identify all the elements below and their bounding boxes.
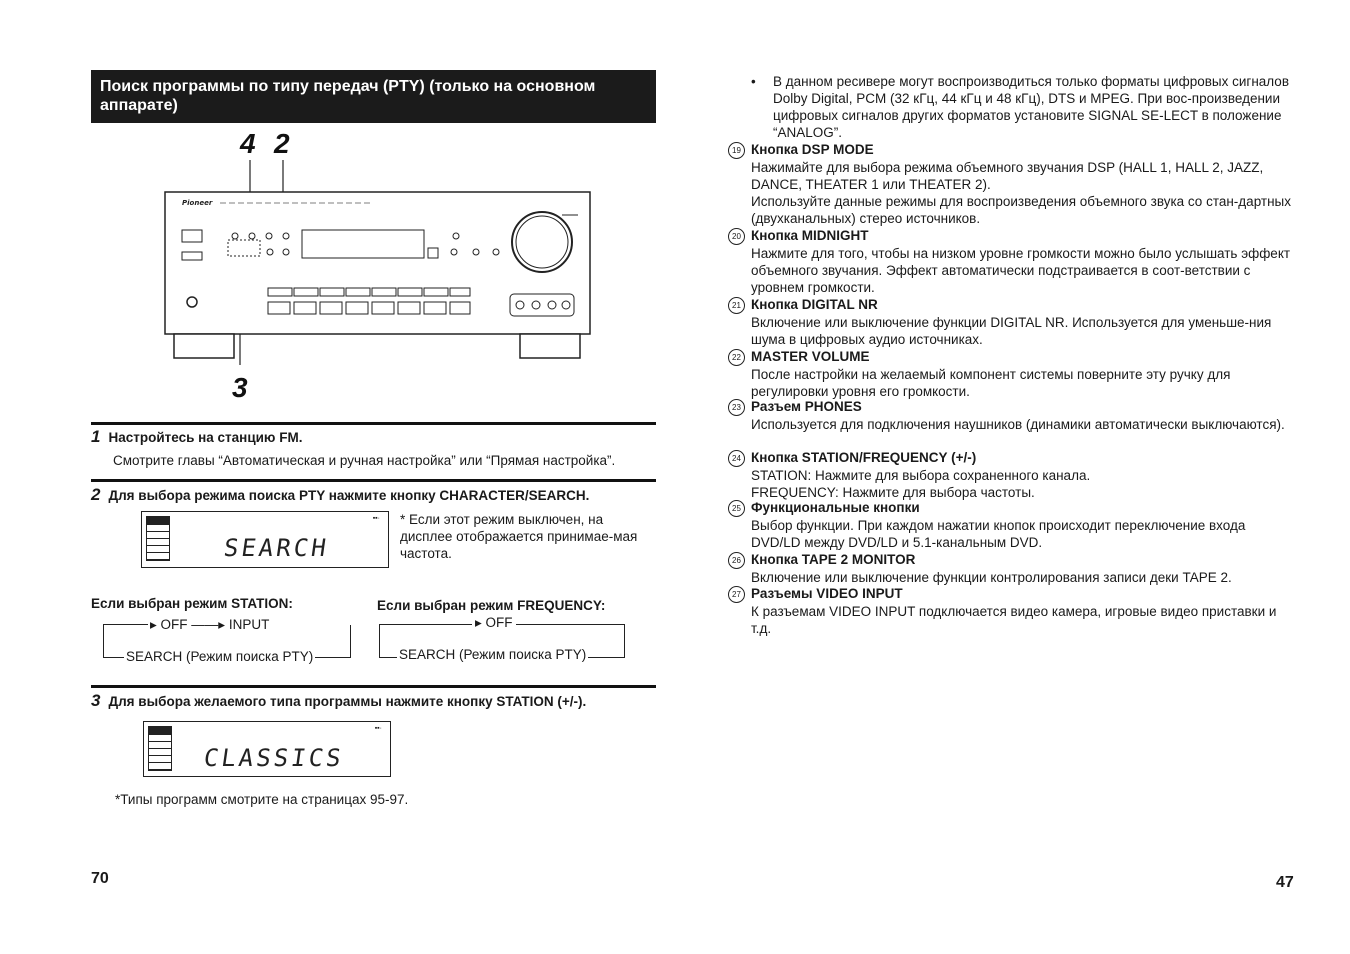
feature-item-title: MASTER VOLUME [751, 349, 870, 364]
station-heading: Если выбран режим STATION: [91, 596, 293, 611]
feature-item-title: Кнопка TAPE 2 MONITOR [751, 552, 916, 567]
lcd-indicator: ▪▪· [372, 515, 380, 522]
lcd-text-classics: CLASSICS [202, 744, 346, 772]
feature-item-title: Кнопка DIGITAL NR [751, 297, 878, 312]
station-flow-off: ▸ OFF ——▸ INPUT [150, 617, 270, 632]
feature-item-heading [728, 499, 1298, 517]
step-2-heading [91, 485, 656, 505]
signal-select-icon [146, 516, 170, 561]
step-1-title: Настройтесь на станцию FM. [108, 430, 303, 445]
frequency-flow-off: ▸ OFF [472, 614, 516, 631]
feature-item-19 [728, 141, 1298, 227]
circled-number: 23 [728, 399, 745, 416]
feature-item-heading [728, 227, 1298, 245]
feature-item-22 [728, 348, 1298, 400]
lcd-text-search: SEARCH [222, 534, 331, 562]
step-2-number: 2 [91, 485, 101, 504]
figure-label-2: 2 [274, 128, 290, 159]
feature-item-text: Включение или выключение функции контролирования записи деки TAPE 2. [751, 570, 1232, 585]
feature-item-26 [728, 551, 1298, 586]
circled-number: 22 [728, 349, 745, 366]
feature-item-heading [728, 141, 1298, 159]
display-note: * Если этот режим выключен, на дисплее отображается принимае-мая частота. [400, 512, 638, 561]
feature-item-title: Кнопка STATION/FREQUENCY (+/-) [751, 450, 977, 465]
bullet-item [751, 73, 1301, 141]
feature-item-27 [728, 585, 1298, 637]
divider [91, 422, 656, 425]
flow-line [103, 624, 151, 625]
receiver-front-panel-illustration [160, 160, 600, 365]
feature-item-text: Используется для подключения наушников (динамики автоматически выключаются). [751, 417, 1285, 432]
station-flow-search: SEARCH (Режим поиска PTY) [126, 649, 314, 664]
circled-number: 21 [728, 297, 745, 314]
feature-item-21 [728, 296, 1298, 348]
brand-logo: Pioneer [182, 199, 213, 207]
feature-item-heading [728, 585, 1298, 603]
bullet-text: В данном ресивере могут воспроизводиться только форматы цифровых сигналов Dolby Digital, PCM (32 кГц, 44 кГц и 48 кГц), DTS и MPEG. При вос-произведении цифровых сигналов других форматов установите SIGNAL SE-LECT в положение “ANALOG”. [773, 74, 1289, 140]
divider [91, 685, 656, 688]
circled-number: 26 [728, 552, 745, 569]
feature-item-text: Нажмите для того, чтобы на низком уровне громкости можно было услышать эффект объемного звучания. Эффект автоматически подстраивается в соот-ветствии с уровнем громкости. [751, 246, 1291, 295]
station-input-label: INPUT [228, 617, 270, 632]
feature-item-title: Кнопка MIDNIGHT [751, 228, 869, 243]
feature-item-25 [728, 499, 1298, 551]
feature-item-20 [728, 227, 1298, 296]
page-number-left: 70 [91, 870, 109, 887]
feature-item-title: Разъемы VIDEO INPUT [751, 586, 903, 601]
feature-item-text: Нажимайте для выбора режима объемного звучания DSP (HALL 1, HALL 2, JAZZ, DANCE, THEATER 1 или THEATER 2). [751, 160, 1264, 192]
frequency-heading: Если выбран режим FREQUENCY: [377, 598, 606, 613]
circled-number: 19 [728, 142, 745, 159]
feature-item-text: Используйте данные режимы для воспроизведения объемного звука со стан-дартных (двухканальных) стерео источников. [751, 194, 1291, 226]
page-number-right: 47 [1276, 874, 1294, 891]
figure-label-4: 4 [240, 128, 256, 159]
feature-item-text: К разъемам VIDEO INPUT подключается видео камера, игровые видео приставки и т.д. [751, 604, 1277, 636]
section-banner-title: Поиск программы по типу передач (PTY) (только на основном аппарате) [91, 70, 656, 123]
step-3-heading [91, 691, 656, 711]
feature-item-text: Включение или выключение функции DIGITAL NR. Используется для уменьше-ния шума в цифровых аудио источниках. [751, 315, 1272, 347]
lcd-display-classics [143, 721, 391, 777]
circled-number: 24 [728, 450, 745, 467]
signal-select-icon [148, 726, 172, 771]
feature-item-text: FREQUENCY: Нажмите для выбора частоты. [751, 485, 1035, 500]
feature-item-23 [728, 398, 1298, 433]
circled-number: 25 [728, 500, 745, 517]
step-1-text: Смотрите главы “Автоматическая и ручная настройка” или “Прямая настройка”. [113, 453, 616, 468]
frequency-off-label: OFF [485, 615, 513, 630]
frequency-flow-search: SEARCH (Режим поиска PTY) [399, 647, 587, 662]
circled-number: 27 [728, 586, 745, 603]
feature-item-heading [728, 551, 1298, 569]
feature-item-text: Выбор функции. При каждом нажатии кнопок происходит переключение входа DVD/LD между DVD/LD и 5.1-канальным DVD. [751, 518, 1246, 550]
feature-item-text: STATION: Нажмите для выбора сохраненного канала. [751, 468, 1091, 483]
lcd-indicator: ▪▪· [374, 725, 382, 732]
station-off-label: OFF [160, 617, 188, 632]
feature-item-heading [728, 398, 1298, 416]
figure-label-3: 3 [232, 372, 248, 403]
lcd-display-search [141, 511, 389, 568]
feature-item-heading [728, 348, 1298, 366]
step-3-number: 3 [91, 691, 101, 710]
feature-item-text: После настройки на желаемый компонент системы поверните эту ручку для регулировки уровня его громкости. [751, 367, 1231, 399]
feature-item-24 [728, 449, 1298, 501]
step-1-number: 1 [91, 427, 101, 446]
bullet-icon: • [751, 74, 756, 89]
feature-item-title: Функциональные кнопки [751, 500, 920, 515]
feature-item-heading [728, 449, 1298, 467]
step-1-heading [91, 427, 656, 447]
feature-item-title: Разъем PHONES [751, 399, 862, 414]
feature-item-heading [728, 296, 1298, 314]
step-2-title: Для выбора режима поиска PTY нажмите кнопку CHARACTER/SEARCH. [108, 488, 590, 503]
step-3-title: Для выбора желаемого типа программы нажмите кнопку STATION (+/-). [108, 694, 587, 709]
circled-number: 20 [728, 228, 745, 245]
divider [91, 479, 656, 482]
footnote: *Типы программ смотрите на страницах 95-97. [115, 792, 409, 807]
feature-item-title: Кнопка DSP MODE [751, 142, 874, 157]
